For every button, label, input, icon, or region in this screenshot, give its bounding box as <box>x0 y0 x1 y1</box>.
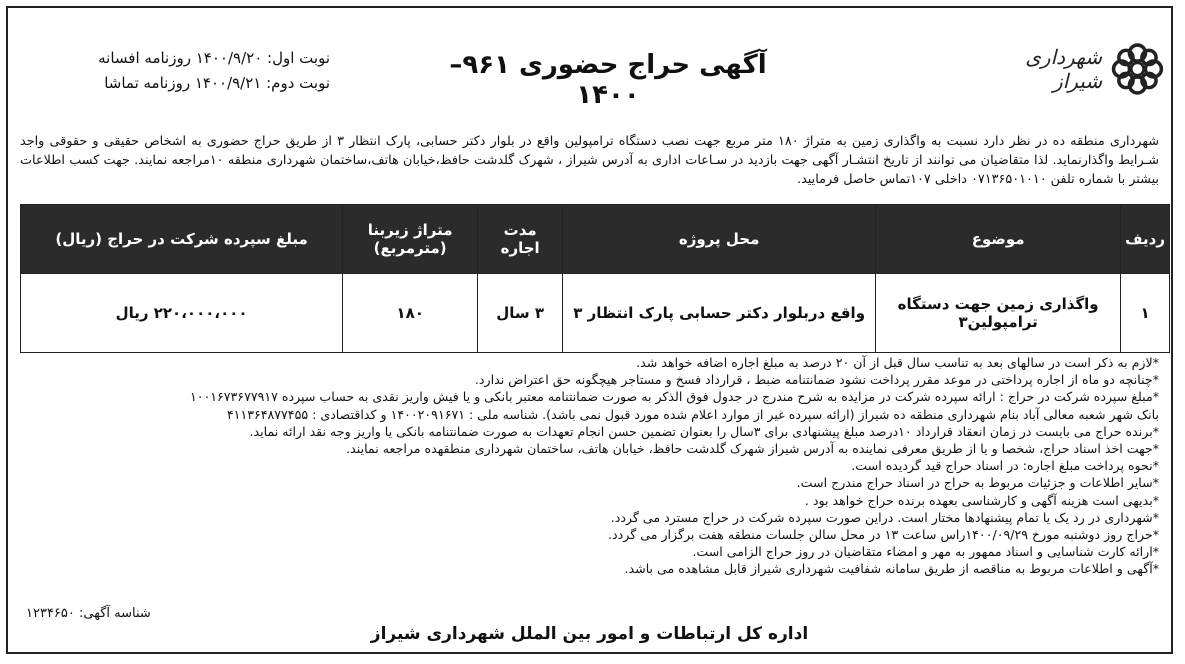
term-item: *جهت اخذ اسناد حراج، شخصا و یا از طریق معرفی نماینده به آدرس شیراز شهرک گلدشت حافظ، خیابان هاتف، ساختمان شهرداری منطقهده مراجعه نمایند. <box>346 441 1159 457</box>
term-item: *چنانچه دو ماه از اجاره پرداختی در موعد مقرر پرداخت نشود ضمانتنامه ضبط ، قرارداد فسخ و مستاجر هیچگونه حق اعتراض ندارد. <box>474 372 1159 388</box>
cell-subject: واگذاری زمین جهت دستگاه ترامپولین۳ <box>876 274 1121 353</box>
term-item: *حراج روز دوشنبه مورخ ۱۴۰۰/۰۹/۲۹راس ساعت ۱۳ در محل سالن جلسات منطقه هفت برگزار می گردد. <box>608 527 1159 543</box>
header-deposit: مبلغ سپرده شرکت در حراج (ریال) <box>21 205 343 274</box>
header-area: متراژ زیربنا (مترمربع) <box>343 205 478 274</box>
notice-second: نوبت دوم: ۱۴۰۰/۹/۲۱ روزنامه تماشا <box>104 74 330 92</box>
flower-emblem-icon <box>1110 38 1165 100</box>
cell-area: ۱۸۰ <box>343 274 478 353</box>
shiraz-municipality-logo <box>985 26 1165 112</box>
cell-row-number: ۱ <box>1121 274 1170 353</box>
term-item: *ارائه کارت شناسایی و اسناد ممهور به مهر و امضاء متقاضیان در روز حراج الزامی است. <box>692 544 1159 560</box>
term-item: *سایر اطلاعات و جزئیات مربوط به حراج در اسناد حراج مندرج است. <box>796 475 1159 491</box>
header-subject: موضوع <box>876 205 1121 274</box>
announcement-frame <box>6 6 1173 654</box>
header-location: محل پروژه <box>563 205 876 274</box>
term-item: *مبلغ سپرده شرکت در حراج : ارائه سپرده شرکت در مزایده به شرح مندرج در جدول فوق الذکر به صورت ضمانتنامه معتبر بانکی و یا فیش واریز نقدی به حساب سپرده ۱۰۰۱۶۷۳۶۷۷۹۱۷ <box>189 389 1159 405</box>
cell-duration: ۳ سال <box>478 274 563 353</box>
logo-text: شهرداری شیراز <box>1025 45 1103 93</box>
page-title: آگهی حراج حضوری ۹۶۱–۱۴۰۰ <box>449 50 767 110</box>
term-item: *شهرداری در رد یک یا تمام پیشنهادها مختار است. دراین صورت سپرده شرکت در حراج مسترد می گردد. <box>610 509 1159 525</box>
term-item: *لازم به ذکر است در سالهای بعد به تناسب سال قبل از آن ۲۰ درصد به مبلغ اجاره اضافه خواهد شد. <box>636 355 1159 370</box>
term-item: بانک شهر شعبه معالی آباد بنام شهرداری منطقه ده شیراز (ارائه سپرده غیر از موارد اعلام شده مورد قبول نمی باشد). شناسه ملی : ۱۴۰۰۲۰۹۱۶۷۱ و کداقتصادی : ۴۱۱۳۶۴۸۷۷۴۵۵ <box>226 406 1159 422</box>
cell-deposit: ۲۲۰،۰۰۰،۰۰۰ ریال <box>21 274 343 353</box>
footer-issuer: اداره کل ارتباطات و امور بین الملل شهرداری شیراز <box>370 624 809 644</box>
notice-first: نوبت اول: ۱۴۰۰/۹/۲۰ روزنامه افسانه <box>98 49 330 67</box>
table-header-row <box>21 205 1170 274</box>
header-row-number: ردیف <box>1121 205 1170 274</box>
term-item: *بدیهی است هزینه آگهی و کارشناسی بعهده برنده حراج خواهد بود . <box>804 492 1159 508</box>
header-duration: مدت اجاره <box>478 205 563 274</box>
term-item: *نحوه پرداخت مبلغ اجاره: در اسناد حراج قید گردیده است. <box>851 458 1159 474</box>
terms-list <box>20 354 1159 578</box>
term-item: *آگهی و اطلاعات مربوط به مناقصه از طریق سامانه شفافیت شهرداری شیراز قابل مشاهده می باشد. <box>624 561 1159 577</box>
cell-location: واقع دربلوار دکتر حسابی پارک انتظار ۳ <box>563 274 876 353</box>
ad-id: شناسه آگهی: ۱۲۳۴۶۵۰ <box>26 606 151 621</box>
intro-paragraph: شهرداری منطقه ده در نظر دارد نسبت به واگذاری زمین به متراژ ۱۸۰ متر مربع جهت نصب دستگاه ترامپولین واقع در بلوار دکتر حسابی، پارک انتظار ۳ از طریق حراج حضوری به اشخاص حقیقی و حقوقی واجد شـرایط واگذارنماید. لذا متقاضیان می توانند از تاریخ انتشـار آگهی جهت بازدید در سـاعات اداری به آدرس شیراز ، شهرک گلدشت حافظ،خیابان هاتف،ساختمان شهرداری منطقه ۱۰مراجعه نمایند. جهت کسب اطلاعات بیشتر با شماره تلفن ۰۷۱۳۶۵۰۱۰۱۰ داخلی ۱۰۷تماس حاصل فرمایید. <box>20 134 1160 187</box>
header <box>8 8 1171 128</box>
auction-table <box>20 204 1170 353</box>
publication-notices <box>70 46 330 96</box>
term-item: *برنده حراج می بایست در زمان انعقاد قرارداد ۱۰درصد مبلغ پیشنهادی برای ۳سال را بعنوان تضمین حسن انجام تعهدات به صورت ضمانتنامه بانکی یا واریز وجه نقد ارائه نماید. <box>249 423 1159 439</box>
table-row <box>21 274 1170 353</box>
